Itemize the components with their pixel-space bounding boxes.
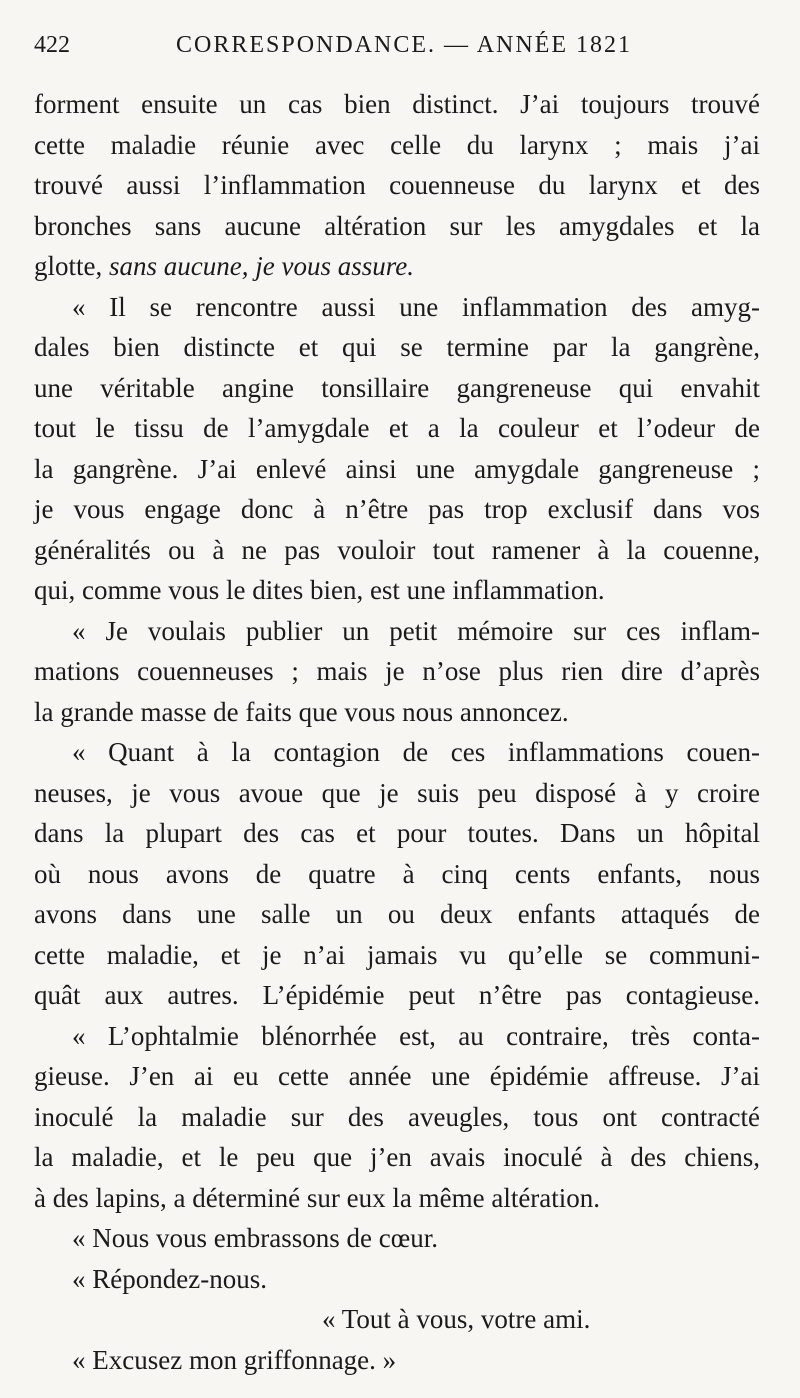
running-title: CORRESPONDANCE. — ANNÉE 1821 [176,32,633,58]
text-line: neuses, je vous avoue que je suis peu disposé à y croire [34,777,760,808]
italic-text: sans aucune, je vous assure. [109,251,414,281]
paragraph-start-line: « Il se rencontre aussi une inflammation des amyg- [72,291,760,322]
text-line: gieuse. J’en ai eu cette année une épidémie affreuse. J’ai [34,1061,760,1091]
text-line: dans la plupart des cas et pour toutes. Dans un hôpital [34,818,760,848]
page-number: 422 [34,32,70,58]
text-line: forment ensuite un cas bien distinct. J’ai toujours trouvé [34,89,760,119]
text-line: la gangrène. J’ai enlevé ainsi une amygdale gangreneuse ; [34,453,760,484]
text-line: à des lapins, a déterminé sur eux la même altération. [34,1182,601,1213]
text-line: généralités ou à ne pas vouloir tout ramener à la couenne, [34,534,760,565]
paragraph-start-line: « Quant à la contagion de ces inflammations couen- [72,737,760,767]
text-line: qui, comme vous le dites bien, est une inflammation. [34,575,605,605]
text-line: inoculé la maladie sur des aveugles, tous ont contracté [34,1101,760,1132]
text-line: quât aux autres. L’épidémie peut n’être pas contagieuse. [34,980,760,1010]
text-line: une véritable angine tonsillaire gangreneuse qui envahit [34,372,760,403]
closing-line: « Nous vous embrassons de cœur. [72,1223,438,1253]
closing-line: « Répondez-nous. [72,1263,267,1294]
text-line: bronches sans aucune altération sur les amygdales et la [34,210,760,241]
text-line: trouvé aussi l’inflammation couenneuse du larynx et des [34,170,760,200]
text-line: dales bien distincte et qui se termine par la gangrène, [34,332,760,362]
text-line: avons dans une salle un ou deux enfants attaqués de [34,899,760,929]
paragraph-start-line: « Je voulais publier un petit mémoire sur ces inflam- [72,615,760,646]
text-line [34,246,760,287]
text-line: la maladie, et le peu que j’en avais inoculé à des chiens, [34,1142,760,1172]
text-line: où nous avons de quatre à cinq cents enfants, nous [34,858,760,889]
body-text [34,84,760,1380]
paragraph-start-line: « L’ophtalmie blénorrhée est, au contraire, très conta- [72,1020,760,1051]
signature-line: « Tout à vous, votre ami. [322,1304,591,1334]
text-line: cette maladie réunie avec celle du larynx ; mais j’ai [34,129,760,160]
running-head [34,32,760,66]
postscript-line: « Excusez mon griffonnage. » [72,1344,397,1375]
text-line: mations couenneuses ; mais je n’ose plus rien dire d’après [34,656,760,686]
text-line: je vous engage donc à n’être pas trop exclusif dans vos [34,494,760,524]
text-line: la grande masse de faits que vous nous annoncez. [34,696,569,727]
text-line: tout le tissu de l’amygdale et a la couleur et l’odeur de [34,413,760,443]
text-segment: glotte, [34,251,109,281]
text-line: cette maladie, et je n’ai jamais vu qu’elle se communi- [34,939,760,970]
